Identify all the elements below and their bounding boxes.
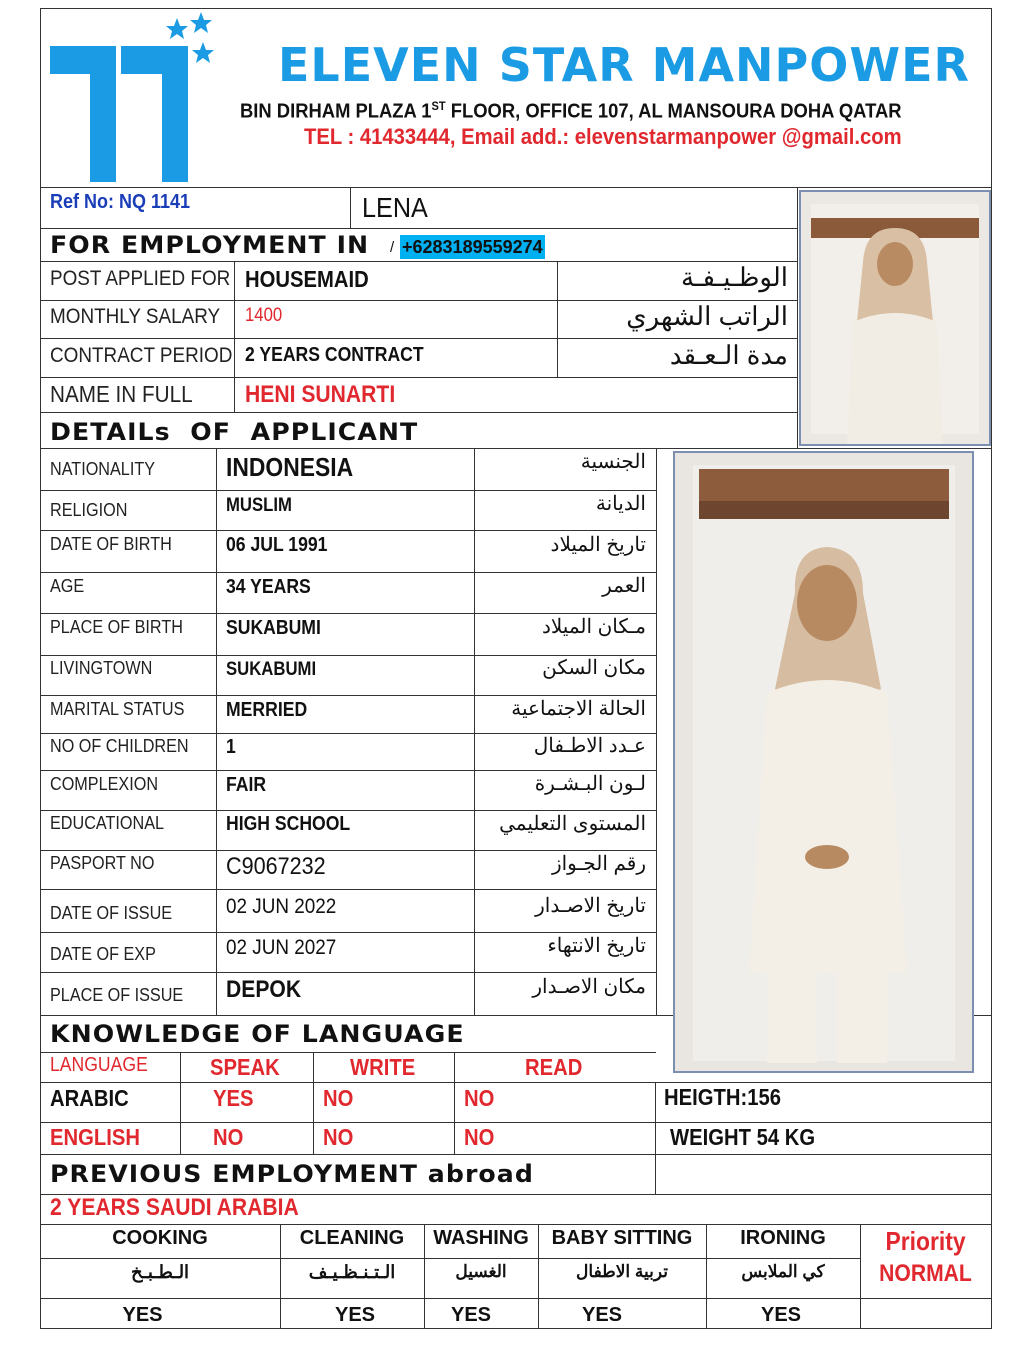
livingtown-label: LIVINGTOWN — [50, 658, 153, 678]
dob-arabic: تاريخ الميلاد — [550, 534, 646, 556]
children-value: 1 — [226, 736, 236, 758]
post-applied-label: POST APPLIED FOR — [50, 267, 231, 290]
education-value: HIGH SCHOOL — [226, 813, 351, 835]
weight-value: WEIGHT 54 KG — [670, 1124, 816, 1150]
dob-value: 06 JUL 1991 — [226, 534, 328, 556]
nationality-label: NATIONALITY — [50, 459, 156, 479]
marital-status-arabic: الحالة الاجتماعية — [511, 698, 646, 720]
skill-ironing-arabic: كي الملابس — [741, 1262, 825, 1281]
salary-label: MONTHLY SALARY — [50, 305, 221, 328]
language-header-language: LANGUAGE — [50, 1054, 148, 1076]
star-icon — [192, 42, 214, 63]
skill-cooking-arabic: الـطـبـخ — [130, 1262, 190, 1282]
issue-date-label: DATE OF ISSUE — [50, 903, 173, 923]
issue-place-arabic: مكان الاصـدار — [532, 976, 646, 998]
post-applied-value: HOUSEMAID — [245, 266, 369, 292]
nationality-arabic: الجنسية — [580, 451, 646, 473]
religion-label: RELIGION — [50, 500, 128, 520]
priority-value: NORMAL — [879, 1260, 972, 1287]
language-header-speak: SPEAK — [210, 1054, 280, 1080]
company-logo — [48, 10, 228, 185]
contract-arabic: مدة الـعـقد — [669, 340, 788, 370]
education-arabic: المستوى التعليمي — [499, 813, 646, 835]
skill-cleaning-arabic: الـتـنـظـيـف — [308, 1262, 396, 1282]
language-arabic: ARABIC — [50, 1085, 129, 1111]
marital-status-label: MARITAL STATUS — [50, 699, 185, 719]
height-value: HEIGTH:156 — [664, 1084, 781, 1110]
skill-ironing-label: IRONING — [740, 1227, 826, 1249]
complexion-arabic: لـون البـشـرة — [534, 773, 646, 795]
previous-employment-value: 2 YEARS SAUDI ARABIA — [50, 1194, 299, 1221]
full-name-value: HENI SUNARTI — [245, 381, 396, 408]
religion-value: MUSLIM — [226, 495, 292, 516]
star-icon — [190, 12, 212, 33]
language-title: KNOWLEDGE OF LANGUAGE — [50, 1020, 465, 1048]
arabic-write: NO — [323, 1085, 354, 1111]
passport-arabic: رقم الجـواز — [551, 853, 646, 875]
company-address: BIN DIRHAM PLAZA 1ST FLOOR, OFFICE 107, AL MANSOURA DOHA QATAR — [240, 99, 902, 123]
skill-washing-arabic: الغسيل — [455, 1262, 507, 1281]
language-english: ENGLISH — [50, 1124, 140, 1150]
age-label: AGE — [50, 576, 85, 596]
religion-arabic: الديانة — [595, 493, 646, 515]
issue-place-label: PLACE OF ISSUE — [50, 985, 184, 1005]
children-label: NO OF CHILDREN — [50, 736, 189, 756]
arabic-speak: YES — [213, 1085, 254, 1111]
english-write: NO — [323, 1124, 354, 1150]
place-of-birth-arabic: مـكان الميلاد — [541, 616, 646, 638]
salary-arabic: الراتب الشهري — [626, 301, 788, 331]
passport-label: PASPORT NO — [50, 853, 155, 873]
post-applied-arabic: الوظـيـفـة — [680, 262, 788, 292]
star-icon — [166, 18, 188, 39]
skill-cleaning-label: CLEANING — [299, 1227, 405, 1249]
applicant-photo-small — [799, 190, 991, 446]
age-value: 34 YEARS — [226, 576, 311, 598]
dob-label: DATE OF BIRTH — [50, 534, 172, 554]
skill-babysitting-arabic: تربية الاطفال — [576, 1262, 668, 1281]
marital-status-value: MERRIED — [226, 699, 308, 721]
reference-number: Ref No: NQ 1141 — [50, 191, 191, 213]
skill-cooking-label: COOKING — [112, 1227, 208, 1249]
place-of-birth-value: SUKABUMI — [226, 617, 321, 639]
applicant-photo-large — [673, 451, 974, 1073]
employment-label: FOR EMPLOYMENT IN — [50, 231, 370, 259]
salary-value: 1400 — [245, 305, 283, 326]
skill-washing-label: WASHING — [433, 1227, 529, 1249]
priority-label: Priority — [885, 1226, 966, 1256]
issue-date-value: 02 JUN 2022 — [226, 895, 337, 918]
expiry-date-label: DATE OF EXP — [50, 944, 156, 964]
skill-washing-value: YES — [450, 1304, 492, 1326]
english-speak: NO — [213, 1124, 244, 1150]
full-name-label: NAME IN FULL — [50, 381, 193, 407]
issue-date-arabic: تاريخ الاصـدار — [535, 895, 646, 917]
children-arabic: عـدد الاطـفال — [533, 735, 646, 757]
nationality-value: INDONESIA — [226, 452, 354, 482]
skill-cooking-value: YES — [122, 1304, 163, 1326]
expiry-date-value: 02 JUN 2027 — [226, 936, 337, 959]
english-read: NO — [464, 1124, 495, 1150]
livingtown-arabic: مكان السكن — [542, 657, 646, 679]
skill-babysitting-value: YES — [581, 1304, 623, 1326]
applicant-short-name: LENA — [362, 192, 428, 223]
expiry-date-arabic: تاريخ الانتهاء — [547, 935, 646, 957]
issue-place-value: DEPOK — [226, 976, 302, 1003]
details-title: DETAILs OF APPLICANT — [50, 418, 419, 446]
place-of-birth-label: PLACE OF BIRTH — [50, 617, 183, 637]
arabic-read: NO — [464, 1085, 495, 1111]
skill-cleaning-value: YES — [334, 1304, 376, 1326]
contract-label: CONTRACT PERIOD — [50, 344, 233, 367]
skill-ironing-value: YES — [760, 1304, 802, 1326]
previous-employment-title: PREVIOUS EMPLOYMENT abroad — [50, 1160, 534, 1188]
complexion-label: COMPLEXION — [50, 774, 159, 794]
education-label: EDUCATIONAL — [50, 813, 165, 833]
phone-number: +6283189559274 — [402, 237, 543, 257]
age-arabic: العمر — [602, 575, 646, 597]
company-contact: TEL : 41433444, Email add.: elevenstarmanpower @gmail.com — [304, 124, 902, 149]
slash-separator: / — [390, 239, 395, 256]
skill-babysitting-label: BABY SITTING — [551, 1227, 693, 1249]
complexion-value: FAIR — [226, 774, 267, 796]
livingtown-value: SUKABUMI — [226, 659, 317, 680]
language-header-read: READ — [525, 1054, 583, 1080]
contract-value: 2 YEARS CONTRACT — [245, 344, 424, 366]
company-name: ELEVEN STAR MANPOWER — [278, 38, 970, 92]
passport-value: C9067232 — [226, 853, 326, 880]
language-header-write: WRITE — [350, 1054, 416, 1080]
